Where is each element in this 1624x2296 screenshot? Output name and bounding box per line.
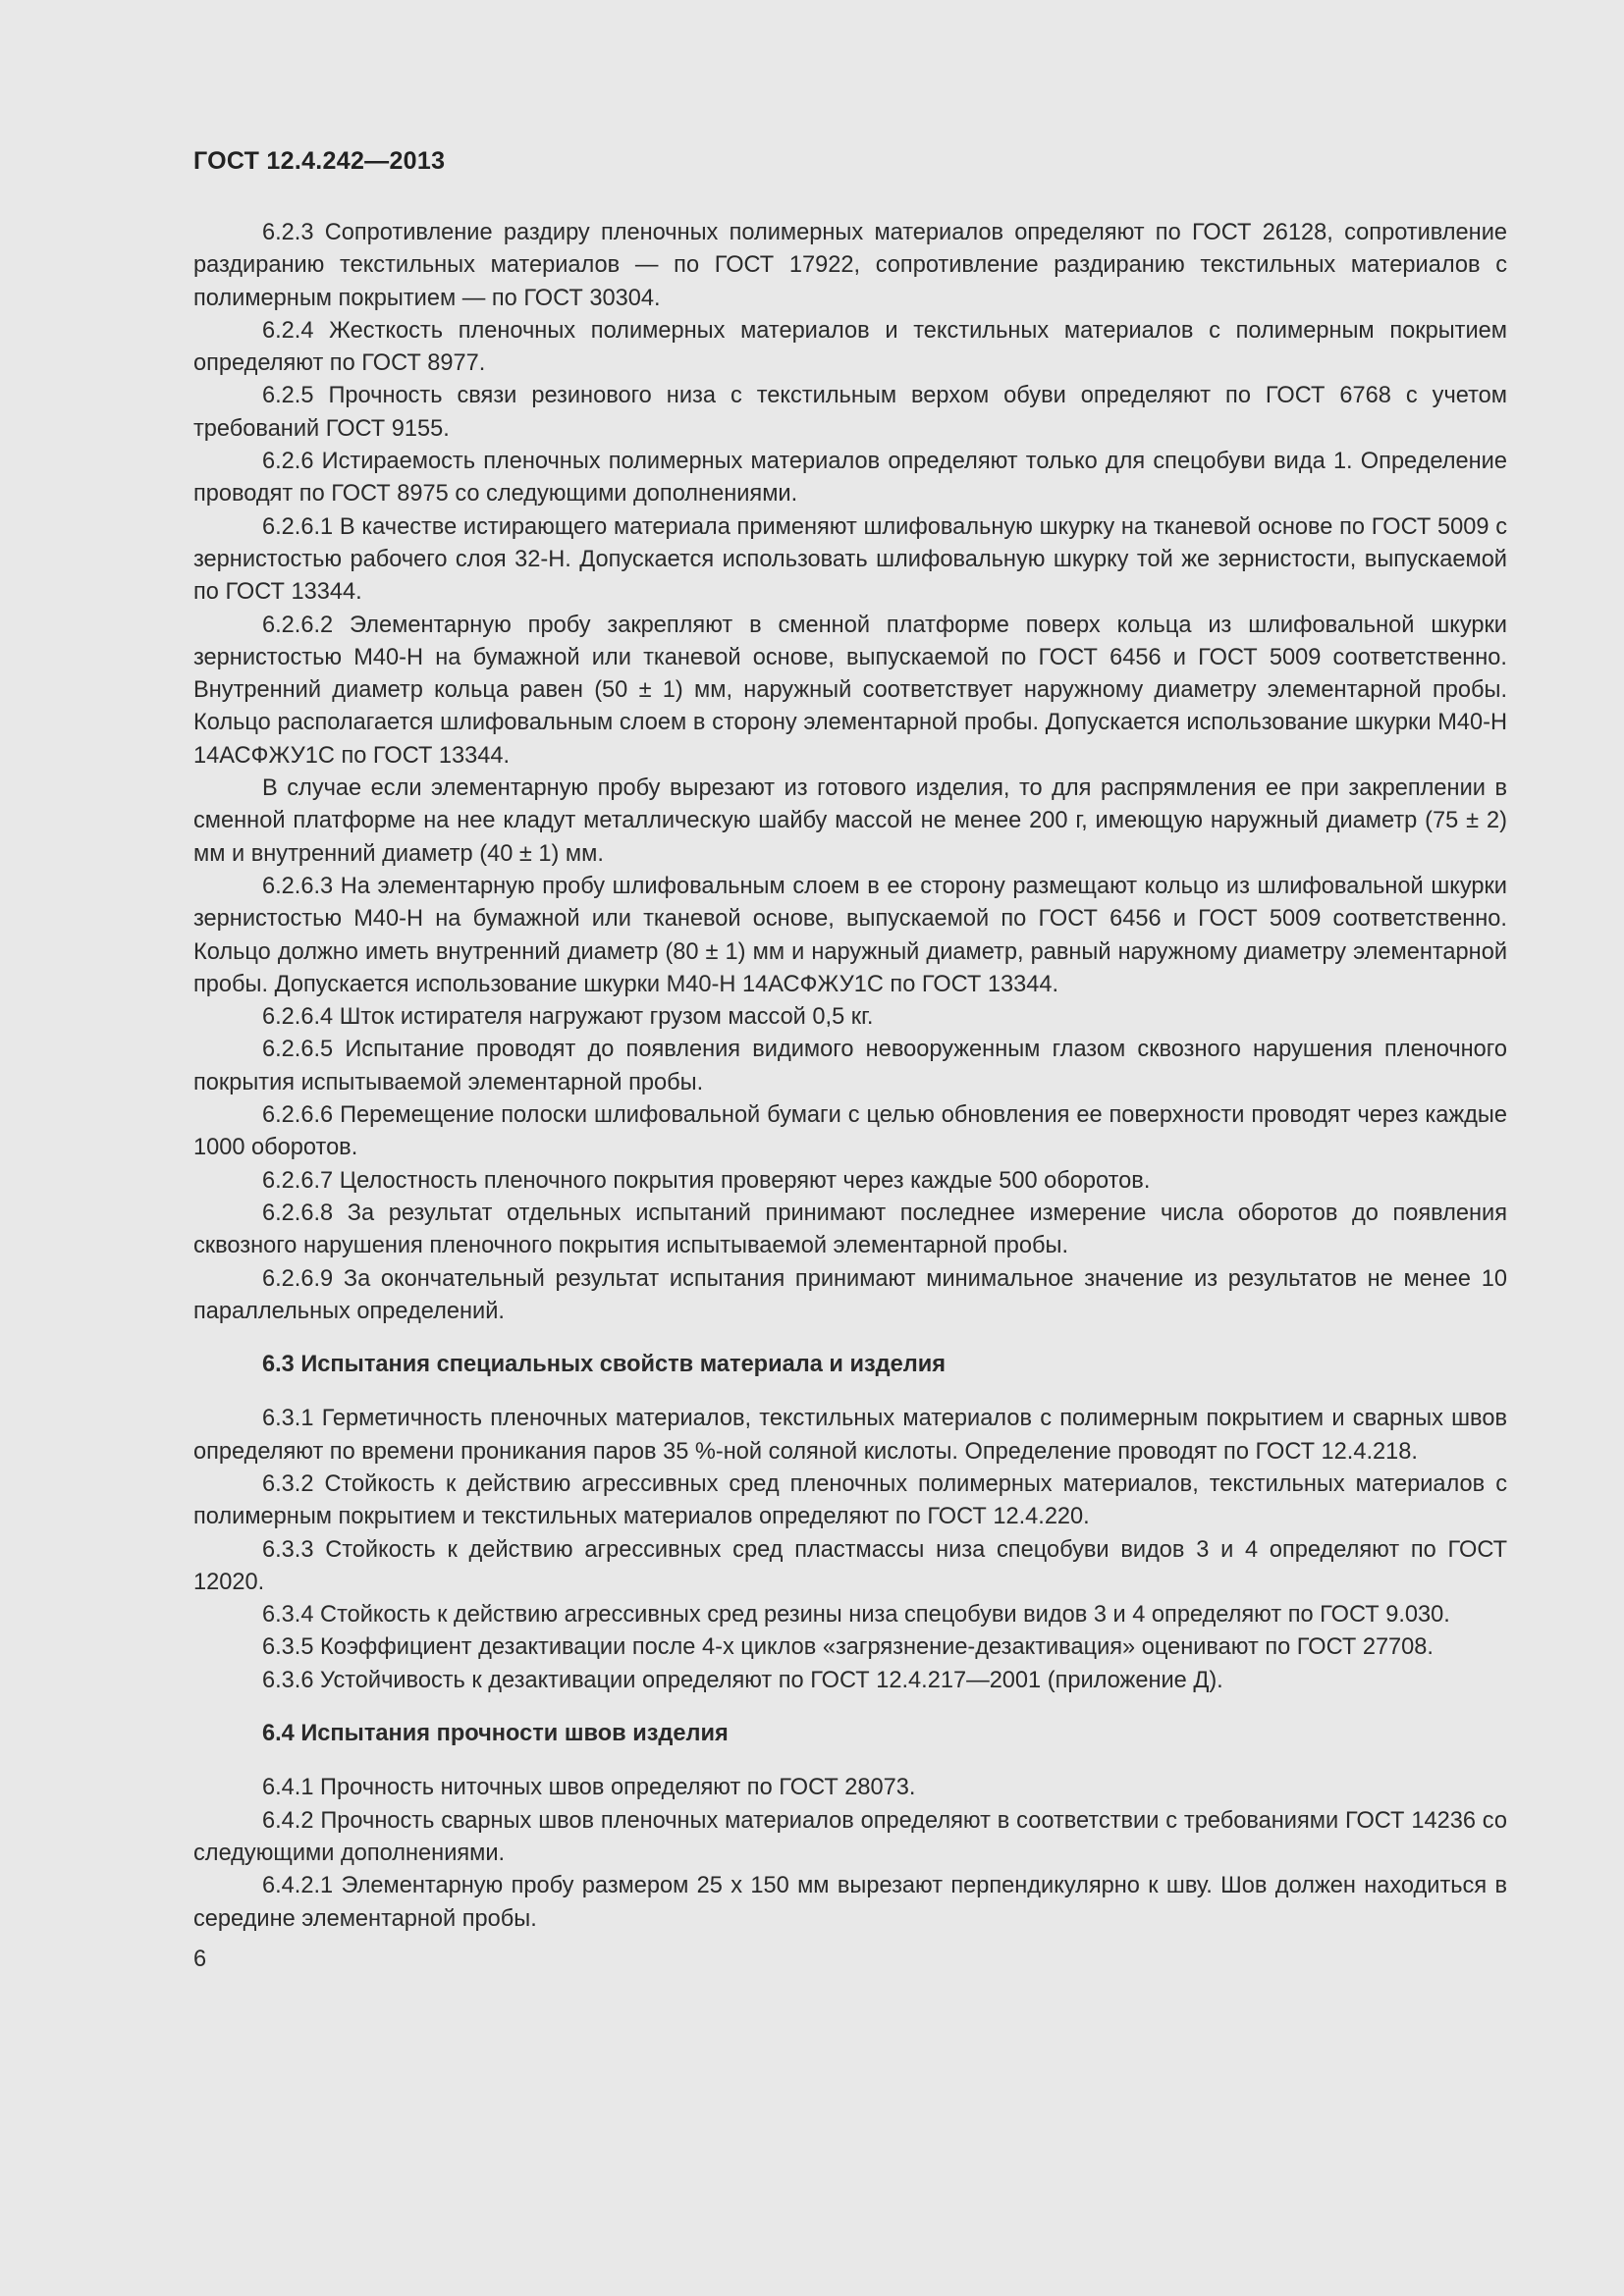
clause-6-3-6: 6.3.6 Устойчивость к дезактивации определяют по ГОСТ 12.4.217—2001 (приложение Д). <box>262 1667 1223 1693</box>
clause-6-2-6-6: 6.2.6.6 Перемещение полоски шлифовальной бумаги с целью обновления ее поверхности проводят через каждые 1000 оборотов. <box>193 1102 1507 1161</box>
clause-6-2-6-2-note: В случае если элементарную пробу вырезают из готового изделия, то для распрямления ее при закреплении в сменной платформе на нее кладут металлическую шайбу массой не менее 200 г, имеющую наружный диаметр (75 ± 2) мм и внутренний диаметр (40 ± 1) мм. <box>193 775 1507 867</box>
clause-6-3-5: 6.3.5 Коэффициент дезактивации после 4-х циклов «загрязнение-дезактивация» оценивают по ГОСТ 27708. <box>262 1634 1434 1661</box>
clause-6-2-6-4: 6.2.6.4 Шток истирателя нагружают грузом массой 0,5 кг. <box>262 1004 874 1031</box>
clause-6-3-3: 6.3.3 Стойкость к действию агрессивных сред пластмассы низа спецобуви видов 3 и 4 определяют по ГОСТ 12020. <box>193 1536 1507 1595</box>
clause-6-2-6-7: 6.2.6.7 Целостность пленочного покрытия проверяют через каждые 500 оборотов. <box>262 1167 1151 1194</box>
clause-6-2-6-1: 6.2.6.1 В качестве истирающего материала применяют шлифовальную шкурку на тканевой основе по ГОСТ 5009 с зернистостью рабочего слоя 32-Н. Допускается использовать шлифовальную шкурку той же зернистости, выпускаемой по ГОСТ 13344. <box>193 513 1507 606</box>
clause-6-2-6-5: 6.2.6.5 Испытание проводят до появления видимого невооруженным глазом сквозного нарушения пленочного покрытия испытываемой элементарной пробы. <box>193 1037 1507 1095</box>
clause-6-3-1: 6.3.1 Герметичность пленочных материалов, текстильных материалов с полимерным покрытием и сварных швов определяют по времени проникания паров 35 %-ной соляной кислоты. Определение проводят по ГОСТ 12.4.218. <box>193 1406 1507 1465</box>
section-6-3-heading: 6.3 Испытания специальных свойств материала и изделия <box>262 1352 947 1378</box>
page-number: 6 <box>193 1946 207 1972</box>
section-6-4-heading: 6.4 Испытания прочности швов изделия <box>262 1721 729 1747</box>
clause-6-3-2: 6.3.2 Стойкость к действию агрессивных сред пленочных полимерных материалов, текстильных материалов с полимерным покрытием и текстильных материалов определяют по ГОСТ 12.4.220. <box>193 1470 1507 1530</box>
clause-6-4-1: 6.4.1 Прочность ниточных швов определяют по ГОСТ 28073. <box>262 1775 916 1801</box>
clause-6-4-2-1: 6.4.2.1 Элементарную пробу размером 25 x 150 мм вырезают перпендикулярно к шву. Шов должен находиться в середине элементарной пробы. <box>193 1873 1507 1932</box>
clause-6-4-2: 6.4.2 Прочность сварных швов пленочных материалов определяют в соответствии с требованиями ГОСТ 14236 со следующими дополнениями. <box>193 1807 1507 1866</box>
clause-6-2-6-9: 6.2.6.9 За окончательный результат испытания принимают минимальное значение из результатов не менее 10 параллельных определений. <box>193 1265 1507 1324</box>
document-page <box>193 147 1507 1976</box>
clause-6-2-6-2: 6.2.6.2 Элементарную пробу закрепляют в сменной платформе поверх кольца из шлифовальной шкурки зернистостью М40-Н на бумажной или тканевой основе, выпускаемой по ГОСТ 6456 и ГОСТ 5009 соответственно. Внутренний диаметр кольца равен (50 ± 1) мм, наружный соответствует наружному диаметру элементарной пробы. Кольцо располагается шлифовальным слоем в сторону элементарной пробы. Допускается использование шкурки М40-Н 14АСФЖУ1С по ГОСТ 13344. <box>193 612 1507 769</box>
clause-6-2-6-8: 6.2.6.8 За результат отдельных испытаний принимают последнее измерение числа оборотов до появления сквозного нарушения пленочного покрытия испытываемой элементарной пробы. <box>193 1200 1507 1259</box>
clause-6-2-3: 6.2.3 Сопротивление раздиру пленочных полимерных материалов определяют по ГОСТ 26128, сопротивление раздиранию текстильных материалов — по ГОСТ 17922, сопротивление раздиранию текстильных материалов с полимерным покрытием — по ГОСТ 30304. <box>193 220 1507 311</box>
document-header: ГОСТ 12.4.242—2013 <box>193 147 446 175</box>
clause-6-2-6: 6.2.6 Истираемость пленочных полимерных материалов определяют только для спецобуви вида 1. Определение проводят по ГОСТ 8975 со следующими дополнениями. <box>193 449 1507 507</box>
clause-6-2-5: 6.2.5 Прочность связи резинового низа с текстильным верхом обуви определяют по ГОСТ 6768 с учетом требований ГОСТ 9155. <box>193 383 1507 442</box>
clause-6-2-6-3: 6.2.6.3 На элементарную пробу шлифовальным слоем в ее сторону размещают кольцо из шлифовальной шкурки зернистостью М40-Н на бумажной или тканевой основе, выпускаемой по ГОСТ 6456 и ГОСТ 5009 соответственно. Кольцо должно иметь внутренний диаметр (80 ± 1) мм и наружный диаметр, равный наружному диаметру элементарной пробы. Допускается использование шкурки М40-Н 14АСФЖУ1С по ГОСТ 13344. <box>193 873 1507 997</box>
clause-6-3-4: 6.3.4 Стойкость к действию агрессивных сред резины низа спецобуви видов 3 и 4 определяют по ГОСТ 9.030. <box>262 1602 1450 1629</box>
clause-6-2-4: 6.2.4 Жесткость пленочных полимерных материалов и текстильных материалов с полимерным покрытием определяют по ГОСТ 8977. <box>193 317 1507 377</box>
